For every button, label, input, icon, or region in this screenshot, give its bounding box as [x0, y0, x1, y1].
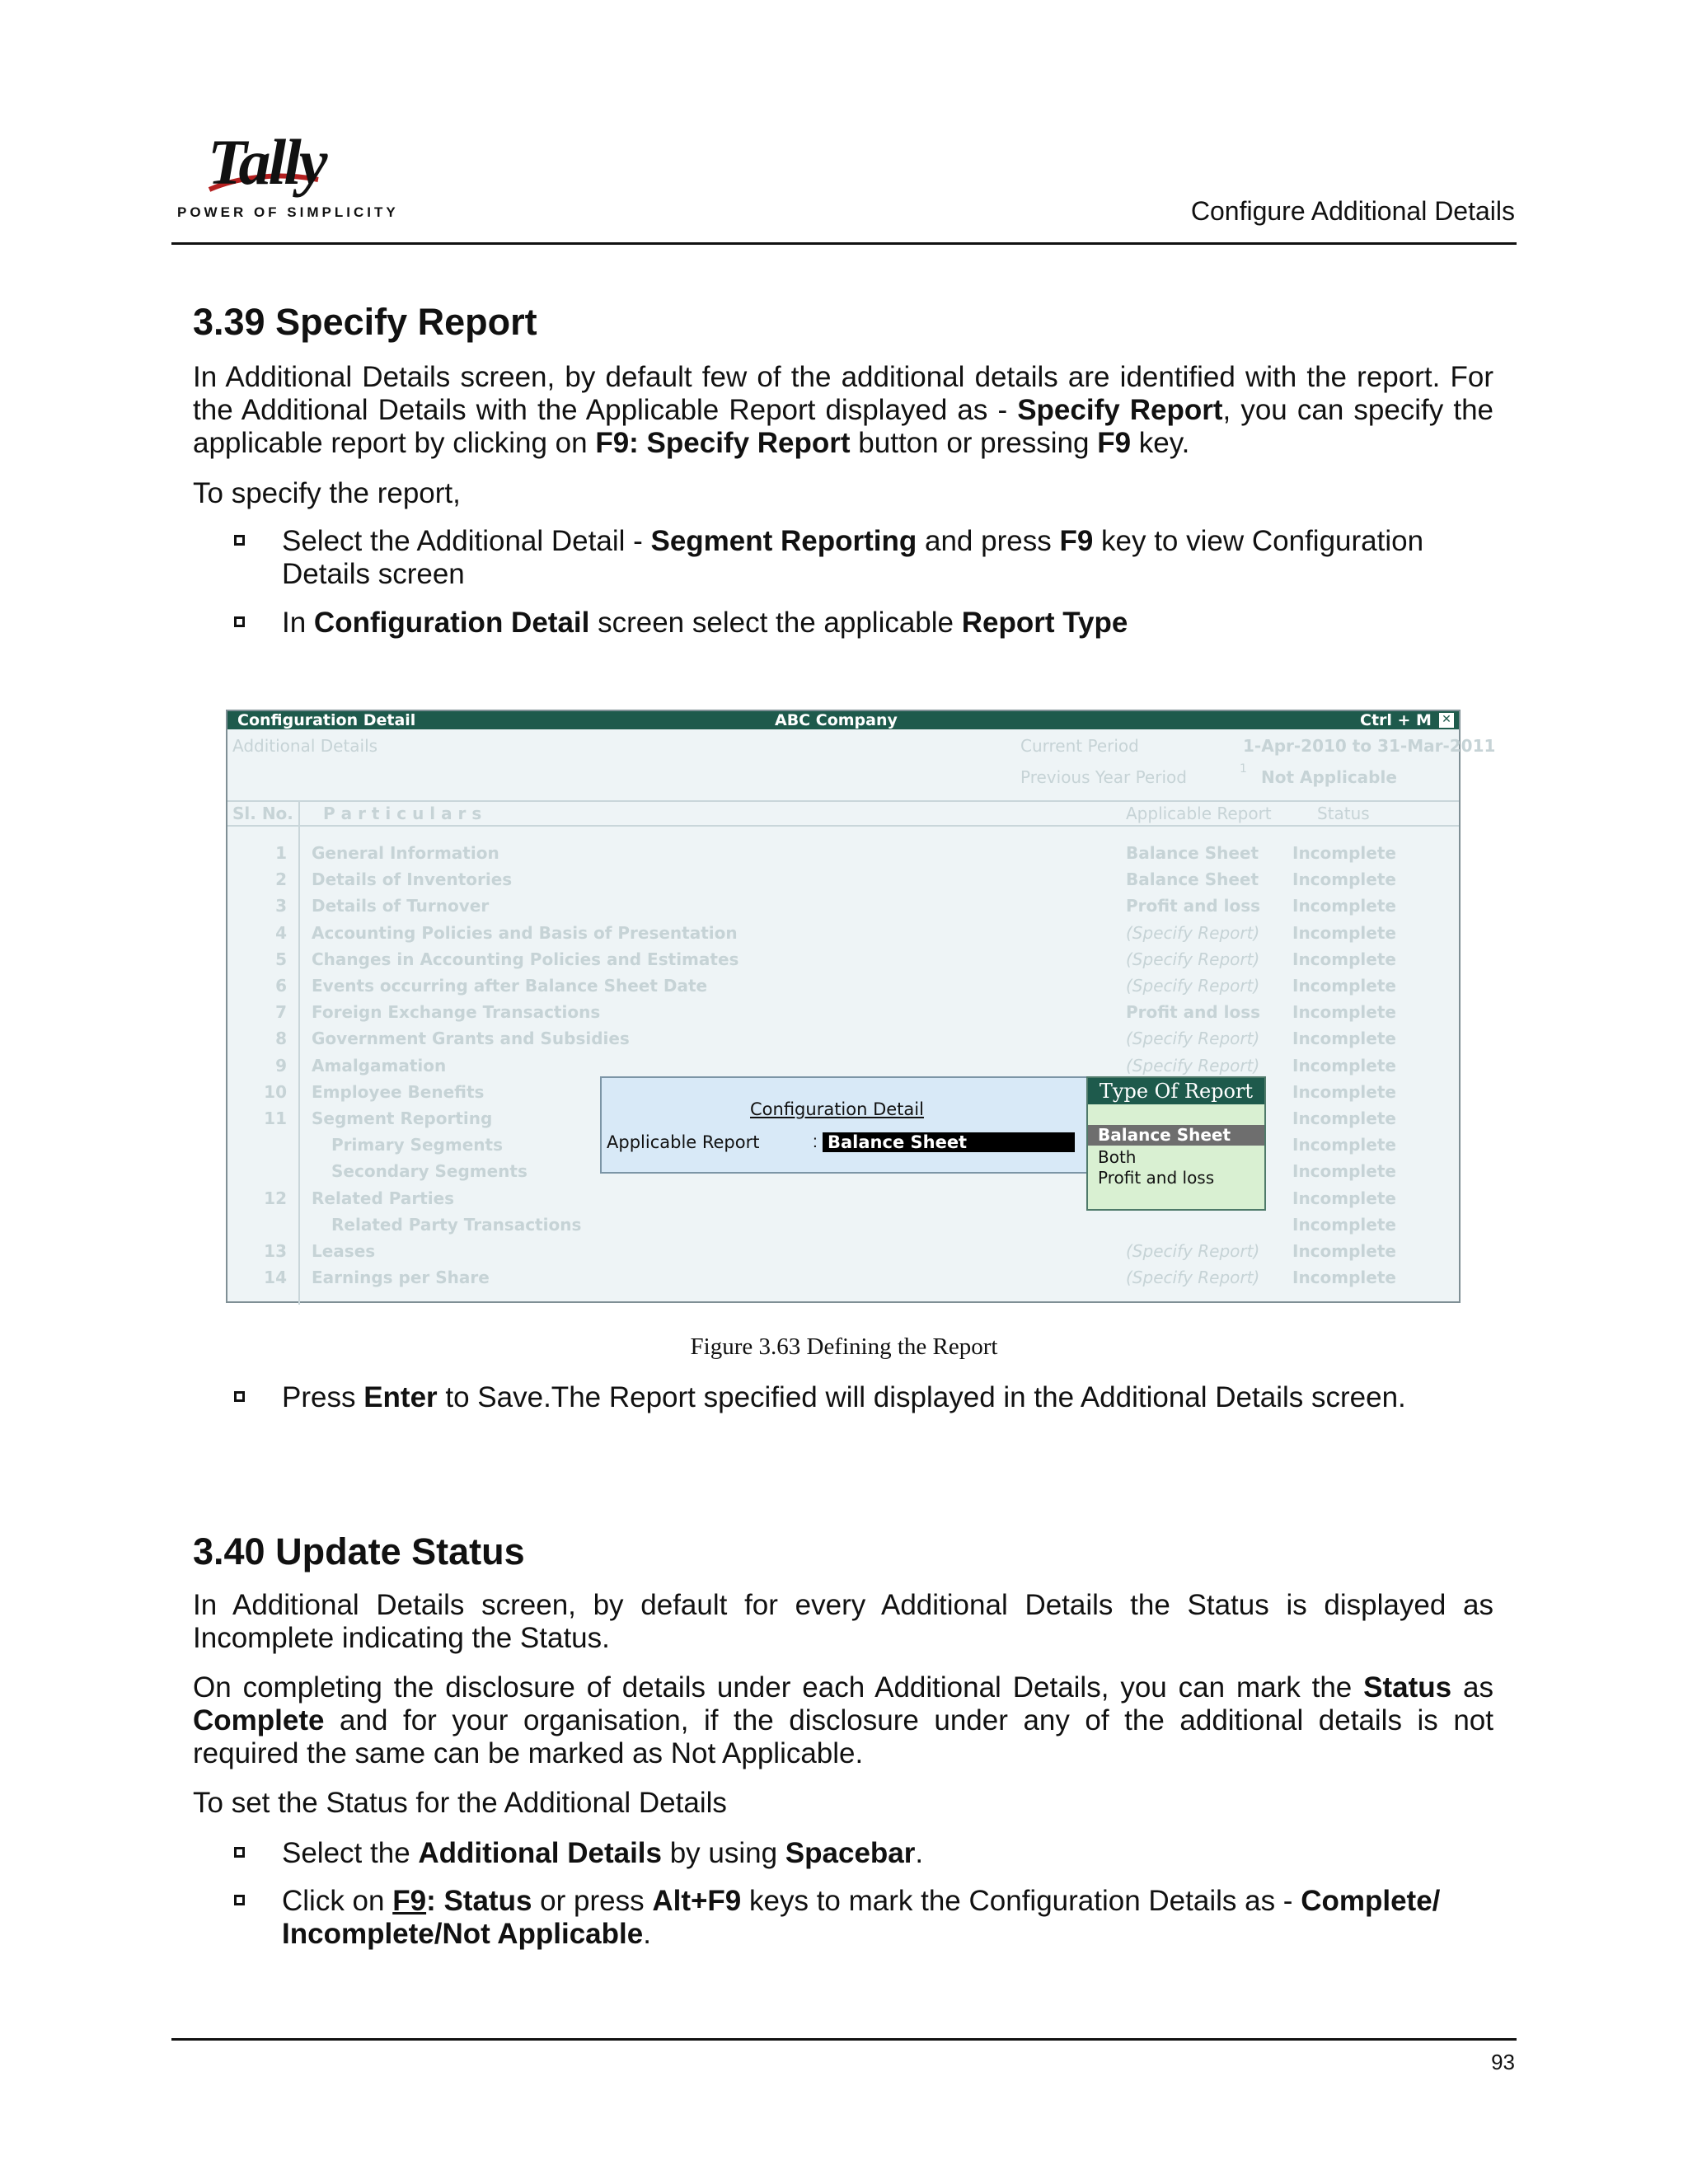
row-number: 4 — [275, 923, 287, 943]
row-status: Incomplete — [1292, 1241, 1396, 1261]
type-of-report-title: Type Of Report — [1088, 1078, 1264, 1104]
row-number: 11 — [264, 1108, 287, 1128]
table-row[interactable] — [227, 976, 1459, 1001]
row-number: 5 — [275, 949, 287, 969]
table-row[interactable] — [227, 896, 1459, 921]
row-particulars: Secondary Segments — [331, 1161, 528, 1181]
row-number: 1 — [275, 843, 287, 863]
current-period-value: 1-Apr-2010 to 31-Mar-2011 — [1243, 736, 1496, 756]
row-particulars: Foreign Exchange Transactions — [312, 1002, 601, 1022]
row-status: Incomplete — [1292, 949, 1396, 969]
row-status: Incomplete — [1292, 1108, 1396, 1128]
row-particulars: Amalgamation — [312, 1056, 447, 1076]
row-status: Incomplete — [1292, 1215, 1396, 1235]
table-row[interactable] — [227, 1241, 1459, 1266]
row-status: Incomplete — [1292, 1188, 1396, 1208]
table-row[interactable] — [227, 843, 1459, 868]
table-row[interactable] — [227, 1002, 1459, 1027]
row-particulars: General Information — [312, 843, 499, 863]
row-number: 7 — [275, 1002, 287, 1022]
column-header-status: Status — [1317, 804, 1370, 823]
report-option-both[interactable]: Both — [1098, 1147, 1137, 1167]
configuration-detail-popup — [600, 1076, 1090, 1174]
current-period-label: Current Period — [1020, 736, 1139, 756]
row-status: Incomplete — [1292, 1135, 1396, 1155]
row-applicable-report: Balance Sheet — [1126, 843, 1259, 863]
row-applicable-report: Profit and loss — [1126, 896, 1261, 916]
applicable-report-field[interactable]: Balance Sheet — [823, 1132, 1075, 1152]
bullet-square-icon — [234, 535, 245, 546]
row-status: Incomplete — [1292, 1082, 1396, 1102]
applicable-report-label: Applicable Report — [607, 1132, 760, 1152]
row-number: 2 — [275, 869, 287, 889]
prev-period-marker: 1 — [1240, 762, 1247, 776]
footer-rule — [171, 2038, 1517, 2041]
sub-title: Additional Details — [232, 736, 378, 756]
bullet-square-icon — [234, 1391, 245, 1402]
figure-company-name: ABC Company — [775, 711, 898, 729]
row-number: 13 — [264, 1241, 287, 1261]
heading-3-40: 3.40 Update Status — [193, 1530, 525, 1572]
configuration-detail-screenshot — [226, 710, 1496, 1303]
page-number: 93 — [1491, 2050, 1515, 2074]
intro-paragraph: In Additional Details screen, by default few of the additional details are identified with the report. For the Additional Details with the Applicable Report displayed as - Specify Report, you can specify the applicable report by clicking on F9: Specify Report button or pressing F9 key. — [193, 361, 1494, 459]
row-number: 8 — [275, 1029, 287, 1048]
header-rule — [171, 242, 1517, 245]
row-applicable-report: (Specify Report) — [1126, 1268, 1260, 1287]
list-item: Select the Additional Details by using Spacebar. — [193, 1837, 1493, 1870]
figure-titlebar — [227, 711, 1459, 729]
heading-3-39: 3.39 Specify Report — [193, 301, 537, 343]
row-applicable-report: Profit and loss — [1126, 1002, 1261, 1022]
divider — [227, 825, 1459, 827]
row-particulars: Accounting Policies and Basis of Presentation — [312, 923, 738, 943]
row-number: 12 — [264, 1188, 287, 1208]
row-particulars: Government Grants and Subsidies — [312, 1029, 630, 1048]
bullet-square-icon — [234, 616, 245, 627]
row-number: 14 — [264, 1268, 287, 1287]
lead-text: To set the Status for the Additional Details — [193, 1787, 727, 1819]
row-particulars: Leases — [312, 1241, 376, 1261]
row-status: Incomplete — [1292, 1029, 1396, 1048]
row-status: Incomplete — [1292, 1268, 1396, 1287]
row-applicable-report: (Specify Report) — [1126, 976, 1260, 996]
table-row[interactable] — [227, 1215, 1459, 1240]
row-status: Incomplete — [1292, 843, 1396, 863]
row-particulars: Earnings per Share — [312, 1268, 490, 1287]
bullet-square-icon — [234, 1895, 245, 1905]
status-paragraph: In Additional Details screen, by default for every Additional Details the Status is displayed as Incomplete indicating the Status. — [193, 1589, 1493, 1654]
list-item: In Configuration Detail screen select the applicable Report Type — [193, 607, 1493, 640]
row-number: 10 — [264, 1082, 287, 1102]
running-header-title: Configure Additional Details — [1190, 196, 1515, 226]
table-row[interactable] — [227, 1188, 1459, 1213]
popup-title: Configuration Detail — [750, 1099, 924, 1119]
row-status: Incomplete — [1292, 976, 1396, 996]
row-particulars: Employee Benefits — [312, 1082, 485, 1102]
prev-period-label: Previous Year Period — [1020, 767, 1187, 787]
row-applicable-report: (Specify Report) — [1126, 923, 1260, 943]
row-number: 9 — [275, 1056, 287, 1076]
row-applicable-report: Balance Sheet — [1126, 869, 1259, 889]
report-option-balance-sheet[interactable]: Balance Sheet — [1088, 1125, 1264, 1146]
type-of-report-list — [1086, 1076, 1266, 1211]
list-item: Select the Additional Detail - Segment Reporting and press F9 key to view Configuration Details screen — [193, 525, 1493, 591]
row-particulars: Events occurring after Balance Sheet Date — [312, 976, 708, 996]
row-status: Incomplete — [1292, 1056, 1396, 1076]
column-header-report: Applicable Report — [1126, 804, 1272, 823]
row-status: Incomplete — [1292, 896, 1396, 916]
row-status: Incomplete — [1292, 1161, 1396, 1181]
row-particulars: Details of Inventories — [312, 869, 513, 889]
row-particulars: Primary Segments — [331, 1135, 503, 1155]
row-number: 6 — [275, 976, 287, 996]
row-particulars: Details of Turnover — [312, 896, 490, 916]
lead-text: To specify the report, — [193, 477, 461, 509]
row-particulars: Related Parties — [312, 1188, 455, 1208]
column-header-slno: Sl. No. — [232, 804, 293, 823]
row-status: Incomplete — [1292, 923, 1396, 943]
figure-caption: Figure 3.63 Defining the Report — [690, 1333, 998, 1360]
row-applicable-report: (Specify Report) — [1126, 1029, 1260, 1048]
list-item: Click on F9: Status or press Alt+F9 keys to mark the Configuration Details as - Complete/ Incomplete/Not Applicable. — [193, 1885, 1493, 1951]
row-particulars: Segment Reporting — [312, 1108, 493, 1128]
row-applicable-report: (Specify Report) — [1126, 1056, 1260, 1076]
table-row[interactable] — [227, 923, 1459, 948]
row-status: Incomplete — [1292, 1002, 1396, 1022]
table-row[interactable] — [227, 1268, 1459, 1292]
column-header-particulars: P a r t i c u l a r s — [323, 804, 482, 823]
row-particulars: Related Party Transactions — [331, 1215, 582, 1235]
bullet-square-icon — [234, 1847, 245, 1858]
table-row[interactable] — [227, 949, 1459, 974]
prev-period-value: Not Applicable — [1261, 767, 1397, 787]
row-number: 3 — [275, 896, 287, 916]
logo-tagline: POWER OF SIMPLICITY — [177, 204, 399, 220]
table-row[interactable] — [227, 1029, 1459, 1053]
row-particulars: Changes in Accounting Policies and Estimates — [312, 949, 739, 969]
figure-title-left: Configuration Detail — [237, 711, 416, 729]
figure-shortcut: Ctrl + M — [1360, 711, 1432, 729]
completion-paragraph: On completing the disclosure of details under each Additional Details, you can mark the Status as Complete and for your organisation, if the disclosure under any of the additional details is not required the same can be marked as Not Applicable. — [193, 1671, 1493, 1769]
label-separator: : — [813, 1132, 818, 1151]
tally-logo: Tally — [208, 126, 326, 198]
list-item: Press Enter to Save.The Report specified will displayed in the Additional Details screen. — [193, 1381, 1493, 1414]
row-applicable-report: (Specify Report) — [1126, 949, 1260, 969]
divider — [227, 800, 1459, 802]
row-applicable-report: (Specify Report) — [1126, 1241, 1260, 1261]
close-icon[interactable]: ✕ — [1439, 713, 1454, 728]
row-status: Incomplete — [1292, 869, 1396, 889]
report-option-profit-and-loss[interactable]: Profit and loss — [1098, 1168, 1215, 1188]
table-row[interactable] — [227, 869, 1459, 894]
